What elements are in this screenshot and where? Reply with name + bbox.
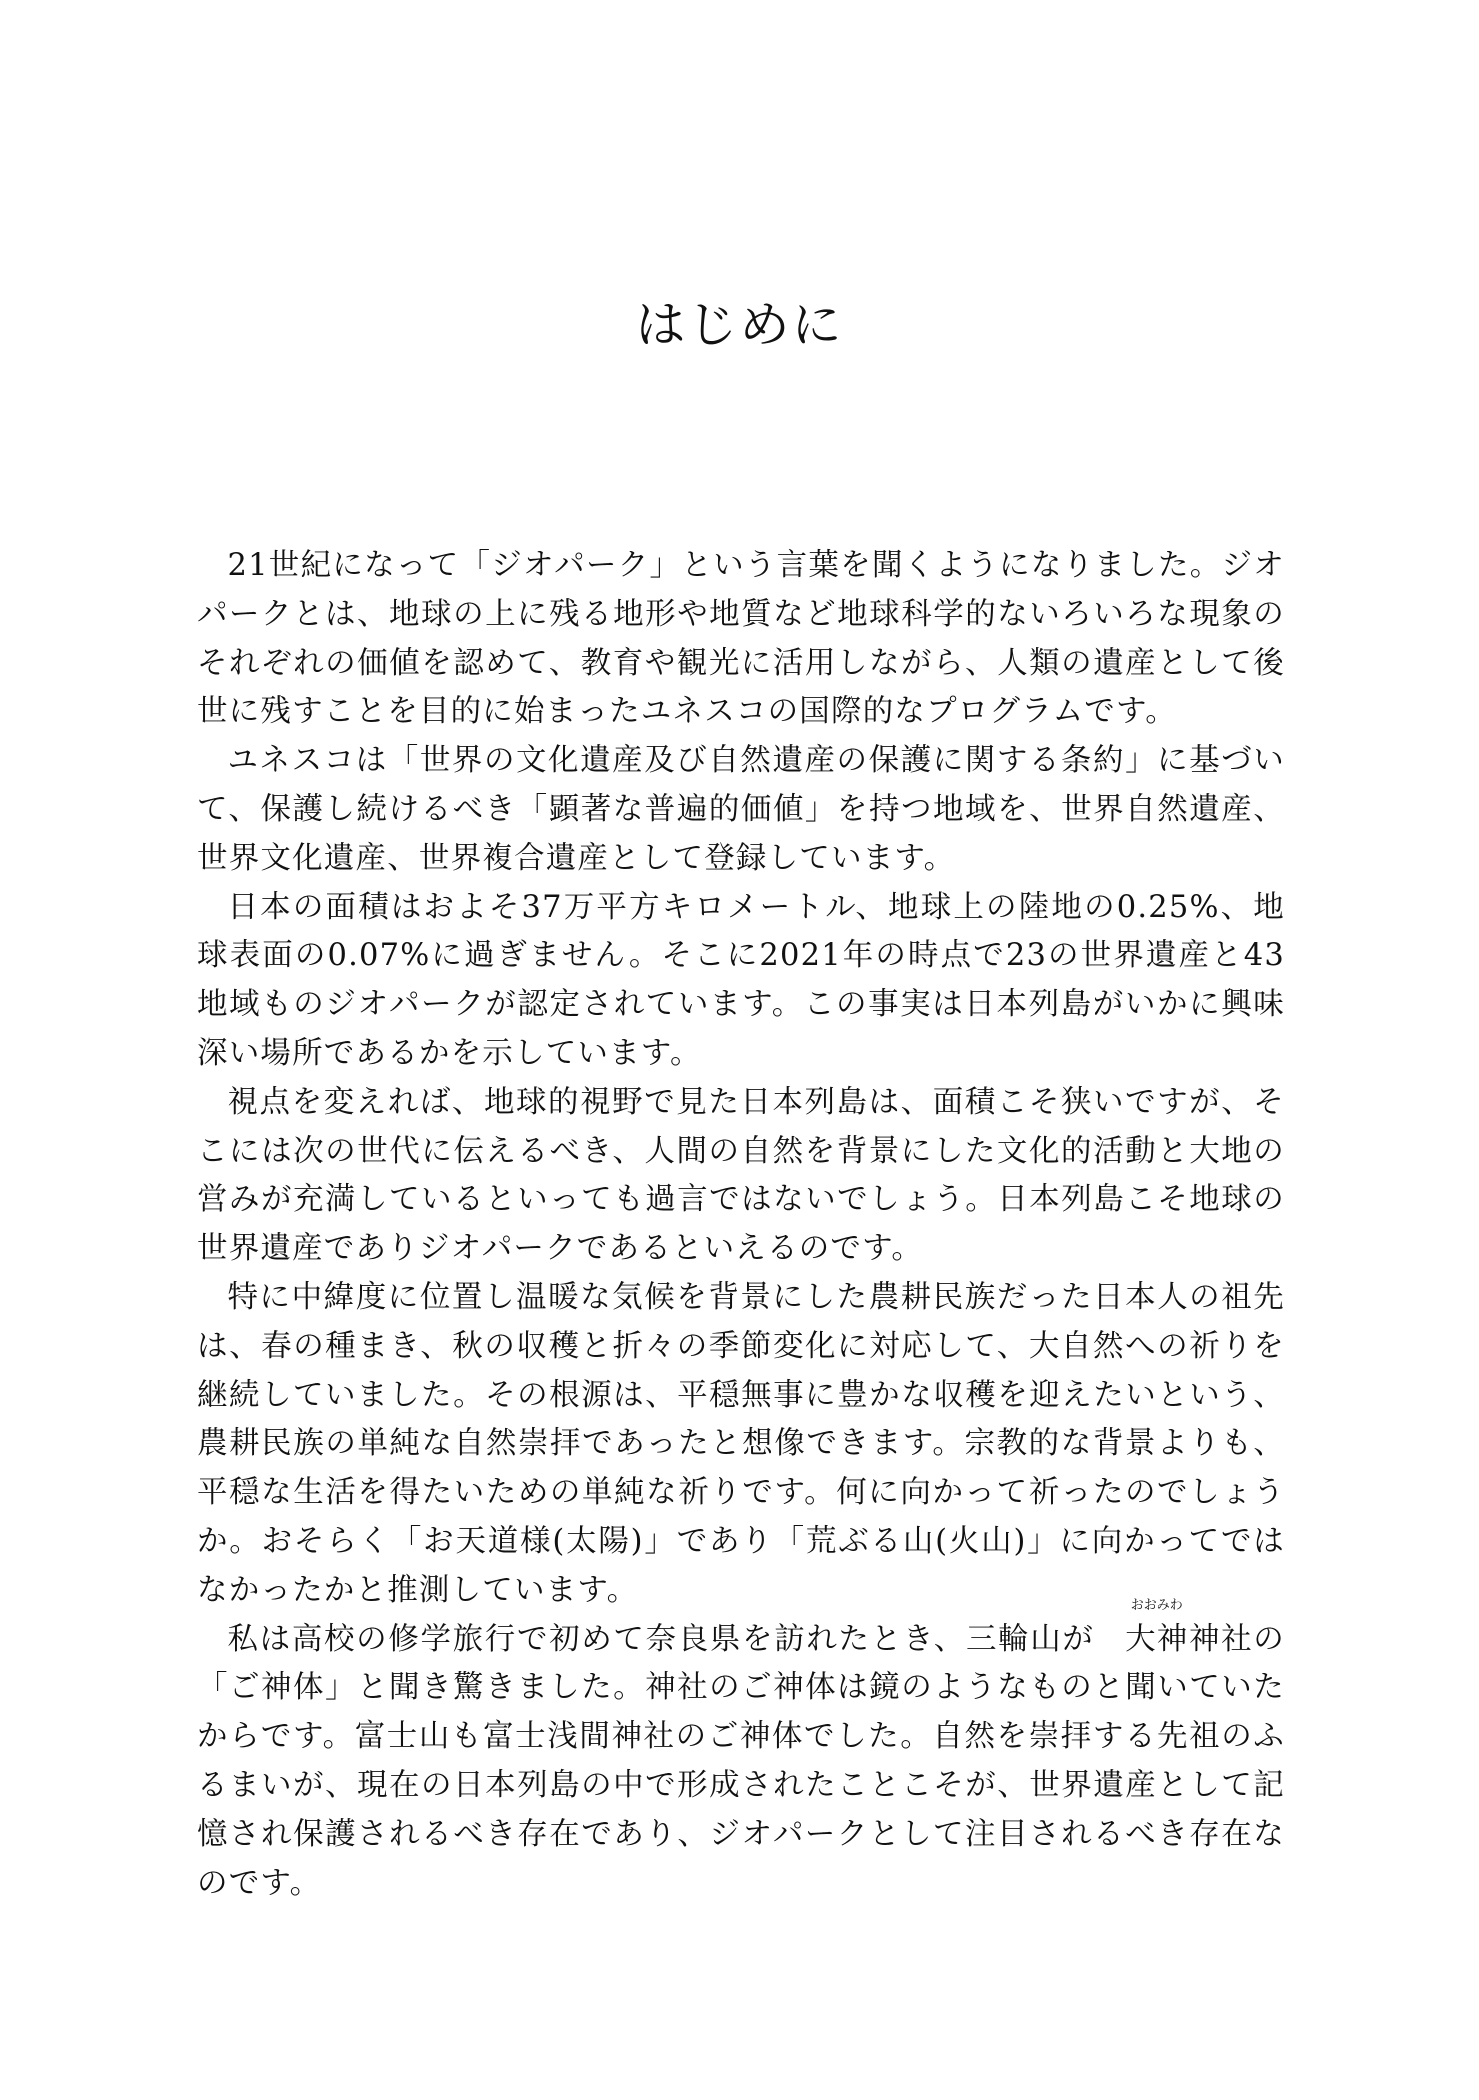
paragraph-geopark-intro: 21世紀になって「ジオパーク」という言葉を聞くようになりました。ジオパークとは、地球の上に残る地形や地質など地球科学的ないろいろな現象のそれぞれの価値を認めて、教育や観光に活用しながら、人類の遺産として後世に残すことを目的に始まったユネスコの国際的なプログラムです。: [197, 548, 1285, 730]
ruby-base: 大神: [1125, 1621, 1189, 1657]
paragraph-japan-area: 日本の面積はおよそ37万平方キロメートル、地球上の陸地の0.25%、地球表面の0.07%に過ぎません。そこに2021年の時点で23の世界遺産と43地域ものジオパークが認定されています。この事実は日本列島がいかに興味深い場所であるかを示しています。: [197, 889, 1285, 1071]
body-text: [197, 542, 1285, 1908]
page-title: はじめに: [635, 296, 844, 354]
paragraph-miwa-before: 私は高校の修学旅行で初めて奈良県を訪れたとき、三輪山が: [227, 1621, 1095, 1657]
ruby-omiwa: [1095, 1597, 1189, 1665]
paragraph-ancestors-prayer: 特に中緯度に位置し温暖な気候を背景にした農耕民族だった日本人の祖先は、春の種まき、秋の収穫と折々の季節変化に対応して、大自然への祈りを継続していました。その根源は、平穏無事に豊かな収穫を迎えたいという、農耕民族の単純な自然崇拝であったと想像できます。宗教的な背景よりも、平穏な生活を得たいための単純な祈りです。何に向かって祈ったのでしょうか。おそらく「お天道様(太陽)」であり「荒ぶる山(火山)」に向かってではなかったかと推測しています。: [197, 1279, 1285, 1608]
paragraph-miwa-shrine: [197, 1597, 1285, 1909]
ruby-reading: おおみわ: [1130, 1597, 1183, 1613]
paragraph-viewpoint: 視点を変えれば、地球的視野で見た日本列島は、面積こそ狭いですが、そこには次の世代に伝えるべき、人間の自然を背景にした文化的活動と大地の営みが充満しているといっても過言ではないでしょう。日本列島こそ地球の世界遺産でありジオパークであるといえるのです。: [197, 1084, 1285, 1267]
paragraph-miwa-after: 神社の「ご神体」と聞き驚きました。神社のご神体は鏡のようなものと聞いていたからです。富士山も富士浅間神社のご神体でした。自然を崇拝する先祖のふるまいが、現在の日本列島の中で形成されたことこそが、世界遺産として記憶され保護されるべき存在であり、ジオパークとして注目されるべき存在なのです。: [197, 1621, 1285, 1901]
paragraph-unesco-convention: ユネスコは「世界の文化遺産及び自然遺産の保護に関する条約」に基づいて、保護し続けるべき「顕著な普遍的価値」を持つ地域を、世界自然遺産、世界文化遺産、世界複合遺産として登録しています。: [197, 743, 1285, 876]
